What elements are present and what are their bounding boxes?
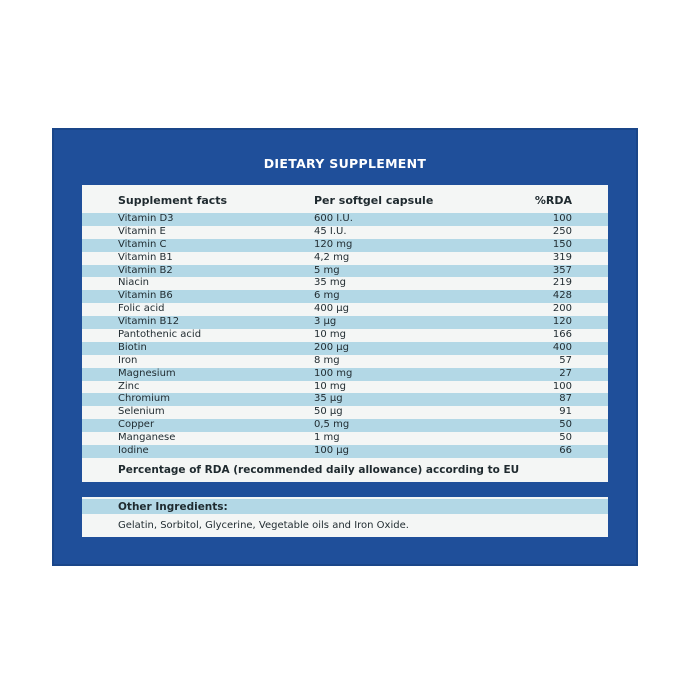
- table-row: [82, 239, 608, 252]
- nutrient-amount: 120 mg: [314, 238, 353, 250]
- nutrient-rda: 120: [552, 316, 572, 328]
- nutrient-name: Vitamin E: [118, 225, 166, 237]
- rda-footnote: Percentage of RDA (recommended daily allowance) according to EU: [118, 464, 520, 476]
- table-row: [82, 432, 608, 445]
- label-title: DIETARY SUPPLEMENT: [263, 156, 427, 171]
- nutrient-name: Iodine: [118, 445, 149, 457]
- table-row: [82, 368, 608, 381]
- nutrient-rda: 27: [559, 367, 572, 379]
- supplement-facts-table: [82, 185, 608, 482]
- nutrient-rda: 57: [559, 354, 572, 366]
- nutrient-amount: 10 mg: [314, 329, 346, 341]
- table-row: [82, 303, 608, 316]
- table-header: [82, 185, 608, 213]
- nutrient-name: Iron: [118, 354, 138, 366]
- nutrient-rda: 87: [559, 393, 572, 405]
- nutrient-amount: 50 µg: [314, 406, 343, 418]
- other-ingredients-text: Gelatin, Sorbitol, Glycerine, Vegetable oils and Iron Oxide.: [118, 520, 409, 531]
- nutrient-name: Vitamin D3: [118, 213, 174, 224]
- table-row: [82, 381, 608, 394]
- nutrient-name: Biotin: [118, 341, 147, 353]
- nutrient-name: Selenium: [118, 406, 165, 418]
- table-row: [82, 355, 608, 368]
- nutrient-amount: 3 µg: [314, 316, 337, 328]
- table-row: [82, 406, 608, 419]
- nutrient-rda: 357: [552, 264, 572, 276]
- nutrient-name: Pantothenic acid: [118, 329, 202, 341]
- nutrient-amount: 600 I.U.: [314, 213, 353, 224]
- nutrient-name: Folic acid: [118, 303, 165, 315]
- nutrient-amount: 1 mg: [314, 432, 340, 444]
- nutrient-amount: 400 µg: [314, 303, 349, 315]
- other-ingredients-panel: [82, 497, 608, 537]
- nutrient-rda: 100: [552, 213, 572, 224]
- table-row: [82, 265, 608, 278]
- nutrient-rda: 200: [552, 303, 572, 315]
- table-body: [82, 213, 608, 458]
- nutrient-amount: 100 mg: [314, 367, 353, 379]
- nutrient-amount: 6 mg: [314, 290, 340, 302]
- nutrient-rda: 150: [552, 238, 572, 250]
- header-supplement-facts: Supplement facts: [118, 194, 228, 207]
- nutrient-name: Manganese: [118, 432, 176, 444]
- table-row: [82, 342, 608, 355]
- other-ingredients-title: Other Ingredients:: [118, 501, 228, 513]
- nutrient-rda: 428: [552, 290, 572, 302]
- header-per-capsule: Per softgel capsule: [314, 194, 434, 207]
- nutrient-amount: 100 µg: [314, 445, 349, 457]
- nutrient-rda: 250: [552, 225, 572, 237]
- nutrient-name: Copper: [118, 419, 155, 431]
- nutrient-rda: 100: [552, 380, 572, 392]
- nutrient-amount: 10 mg: [314, 380, 346, 392]
- table-row: [82, 445, 608, 458]
- nutrient-rda: 50: [559, 432, 572, 444]
- supplement-label: [52, 128, 638, 566]
- nutrient-rda: 50: [559, 419, 572, 431]
- nutrient-amount: 5 mg: [314, 264, 340, 276]
- nutrient-rda: 166: [552, 329, 572, 341]
- nutrient-rda: 219: [552, 277, 572, 289]
- nutrient-name: Vitamin B6: [118, 290, 173, 302]
- table-row: [82, 316, 608, 329]
- nutrient-amount: 35 mg: [314, 277, 346, 289]
- nutrient-rda: 66: [559, 445, 572, 457]
- table-row: [82, 213, 608, 226]
- table-row: [82, 252, 608, 265]
- nutrient-amount: 4,2 mg: [314, 251, 350, 263]
- table-row: [82, 277, 608, 290]
- nutrient-amount: 45 I.U.: [314, 225, 347, 237]
- table-row: [82, 226, 608, 239]
- nutrient-name: Vitamin B12: [118, 316, 180, 328]
- nutrient-name: Chromium: [118, 393, 170, 405]
- nutrient-rda: 400: [552, 341, 572, 353]
- nutrient-amount: 0,5 mg: [314, 419, 350, 431]
- table-row: [82, 419, 608, 432]
- table-row: [82, 329, 608, 342]
- nutrient-rda: 319: [552, 251, 572, 263]
- header-rda: %RDA: [534, 194, 572, 207]
- nutrient-name: Niacin: [118, 277, 150, 289]
- nutrient-name: Magnesium: [118, 367, 176, 379]
- table-row: [82, 393, 608, 406]
- nutrient-name: Vitamin B1: [118, 251, 173, 263]
- nutrient-amount: 35 µg: [314, 393, 343, 405]
- nutrient-name: Vitamin C: [118, 238, 167, 250]
- table-row: [82, 290, 608, 303]
- nutrient-amount: 8 mg: [314, 354, 340, 366]
- nutrient-amount: 200 µg: [314, 341, 349, 353]
- nutrient-rda: 91: [559, 406, 572, 418]
- nutrient-name: Zinc: [118, 380, 140, 392]
- nutrient-name: Vitamin B2: [118, 264, 173, 276]
